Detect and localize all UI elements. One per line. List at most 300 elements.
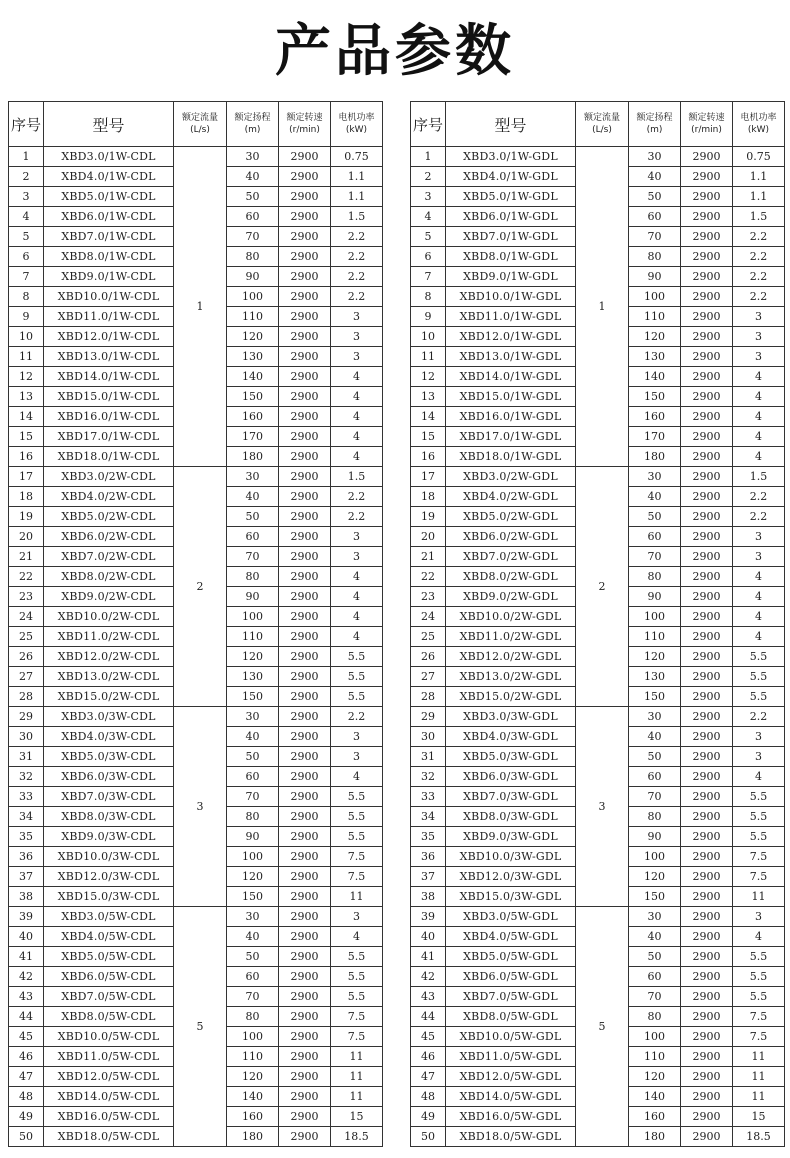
cell-power: 5.5: [733, 987, 785, 1007]
cell-seq: 36: [9, 847, 44, 867]
cell-model: XBD8.0/1W-CDL: [44, 247, 174, 267]
cell-head: 160: [629, 407, 681, 427]
cell-seq: 29: [411, 707, 446, 727]
cell-power: 2.2: [331, 247, 383, 267]
header-head-unit: (m): [646, 125, 663, 135]
cell-model: XBD7.0/5W-GDL: [446, 987, 576, 1007]
cell-power: 3: [331, 347, 383, 367]
cell-seq: 16: [9, 447, 44, 467]
cell-power: 4: [733, 427, 785, 447]
cell-seq: 24: [9, 607, 44, 627]
cell-speed: 2900: [681, 587, 733, 607]
header-head-unit: (m): [244, 125, 261, 135]
cell-head: 30: [629, 467, 681, 487]
cell-seq: 2: [411, 167, 446, 187]
cell-model: XBD11.0/1W-GDL: [446, 307, 576, 327]
cell-seq: 48: [9, 1087, 44, 1107]
cell-speed: 2900: [681, 547, 733, 567]
cell-power: 7.5: [733, 1027, 785, 1047]
cell-speed: 2900: [681, 987, 733, 1007]
cell-power: 4: [733, 607, 785, 627]
cell-speed: 2900: [279, 967, 331, 987]
table-row: [411, 907, 785, 927]
cell-speed: 2900: [279, 327, 331, 347]
cell-power: 11: [733, 1047, 785, 1067]
table-row: [9, 467, 383, 487]
cell-head: 50: [629, 507, 681, 527]
cell-model: XBD16.0/1W-GDL: [446, 407, 576, 427]
cell-head: 60: [227, 527, 279, 547]
cell-seq: 47: [411, 1067, 446, 1087]
cell-speed: 2900: [681, 287, 733, 307]
cell-model: XBD7.0/2W-GDL: [446, 547, 576, 567]
cell-model: XBD3.0/3W-GDL: [446, 707, 576, 727]
cell-model: XBD4.0/3W-CDL: [44, 727, 174, 747]
cell-power: 2.2: [331, 287, 383, 307]
cell-head: 160: [227, 1107, 279, 1127]
cell-seq: 21: [9, 547, 44, 567]
cell-power: 7.5: [733, 867, 785, 887]
cell-model: XBD14.0/1W-CDL: [44, 367, 174, 387]
cell-head: 80: [629, 1007, 681, 1027]
cell-head: 150: [629, 887, 681, 907]
cell-head: 100: [629, 607, 681, 627]
cell-speed: 2900: [279, 427, 331, 447]
table-row: [9, 147, 383, 167]
cell-seq: 22: [411, 567, 446, 587]
cell-head: 150: [629, 687, 681, 707]
cell-seq: 8: [9, 287, 44, 307]
cell-head: 50: [227, 747, 279, 767]
cell-speed: 2900: [279, 387, 331, 407]
cell-model: XBD9.0/3W-CDL: [44, 827, 174, 847]
cell-seq: 35: [9, 827, 44, 847]
header-speed: [279, 102, 331, 147]
cell-power: 11: [331, 1087, 383, 1107]
cell-model: XBD5.0/3W-CDL: [44, 747, 174, 767]
cell-model: XBD9.0/1W-GDL: [446, 267, 576, 287]
cell-model: XBD9.0/3W-GDL: [446, 827, 576, 847]
cell-head: 140: [629, 367, 681, 387]
cell-model: XBD12.0/2W-CDL: [44, 647, 174, 667]
cell-speed: 2900: [681, 667, 733, 687]
header-speed-unit: (r/min): [691, 125, 722, 135]
cell-power: 4: [733, 587, 785, 607]
cell-model: XBD3.0/5W-CDL: [44, 907, 174, 927]
cell-power: 2.2: [331, 487, 383, 507]
cell-power: 2.2: [733, 247, 785, 267]
header-flow-unit: (L/s): [190, 125, 210, 135]
cell-speed: 2900: [279, 707, 331, 727]
cell-power: 4: [733, 387, 785, 407]
cell-head: 130: [629, 667, 681, 687]
cell-model: XBD7.0/1W-CDL: [44, 227, 174, 247]
cell-model: XBD7.0/2W-CDL: [44, 547, 174, 567]
cell-power: 3: [733, 547, 785, 567]
cell-speed: 2900: [279, 407, 331, 427]
cell-speed: 2900: [279, 187, 331, 207]
cell-head: 80: [227, 807, 279, 827]
cell-head: 50: [227, 947, 279, 967]
cell-head: 130: [227, 667, 279, 687]
cell-head: 70: [227, 227, 279, 247]
cell-head: 100: [227, 1027, 279, 1047]
cell-power: 4: [733, 767, 785, 787]
spec-table-gdl: [410, 101, 785, 1147]
cell-power: 2.2: [733, 507, 785, 527]
cell-model: XBD7.0/3W-CDL: [44, 787, 174, 807]
cell-model: XBD10.0/3W-CDL: [44, 847, 174, 867]
cell-model: XBD8.0/3W-CDL: [44, 807, 174, 827]
cell-power: 15: [331, 1107, 383, 1127]
cell-power: 7.5: [733, 847, 785, 867]
cell-head: 90: [227, 267, 279, 287]
cell-head: 120: [629, 327, 681, 347]
cell-model: XBD6.0/2W-GDL: [446, 527, 576, 547]
cell-head: 70: [629, 987, 681, 1007]
cell-seq: 34: [411, 807, 446, 827]
cell-power: 2.2: [733, 707, 785, 727]
cell-seq: 27: [9, 667, 44, 687]
cell-head: 50: [629, 747, 681, 767]
cell-head: 30: [629, 147, 681, 167]
cell-head: 120: [629, 867, 681, 887]
cell-speed: 2900: [681, 167, 733, 187]
cell-model: XBD14.0/1W-GDL: [446, 367, 576, 387]
cell-speed: 2900: [681, 227, 733, 247]
cell-model: XBD4.0/3W-GDL: [446, 727, 576, 747]
cell-power: 1.5: [733, 467, 785, 487]
cell-model: XBD6.0/5W-GDL: [446, 967, 576, 987]
cell-head: 150: [227, 687, 279, 707]
cell-seq: 9: [9, 307, 44, 327]
cell-speed: 2900: [279, 267, 331, 287]
cell-model: XBD18.0/5W-CDL: [44, 1127, 174, 1147]
cell-speed: 2900: [681, 147, 733, 167]
cell-seq: 27: [411, 667, 446, 687]
cell-power: 5.5: [331, 827, 383, 847]
cell-head: 60: [227, 967, 279, 987]
cell-speed: 2900: [681, 387, 733, 407]
cell-power: 5.5: [733, 667, 785, 687]
cell-speed: 2900: [279, 287, 331, 307]
cell-seq: 49: [411, 1107, 446, 1127]
cell-head: 180: [629, 1127, 681, 1147]
cell-flow: 1: [576, 147, 629, 467]
cell-model: XBD8.0/1W-GDL: [446, 247, 576, 267]
cell-head: 30: [629, 707, 681, 727]
table-body: [9, 147, 383, 1147]
cell-head: 40: [629, 167, 681, 187]
cell-power: 4: [733, 367, 785, 387]
cell-speed: 2900: [279, 1107, 331, 1127]
cell-speed: 2900: [681, 527, 733, 547]
cell-power: 2.2: [331, 267, 383, 287]
cell-seq: 13: [411, 387, 446, 407]
cell-speed: 2900: [681, 907, 733, 927]
cell-speed: 2900: [681, 787, 733, 807]
cell-seq: 50: [9, 1127, 44, 1147]
cell-power: 4: [331, 447, 383, 467]
cell-seq: 4: [9, 207, 44, 227]
cell-seq: 29: [9, 707, 44, 727]
cell-model: XBD11.0/1W-CDL: [44, 307, 174, 327]
cell-speed: 2900: [681, 947, 733, 967]
cell-speed: 2900: [681, 847, 733, 867]
cell-seq: 19: [9, 507, 44, 527]
cell-head: 170: [629, 427, 681, 447]
cell-speed: 2900: [279, 1127, 331, 1147]
cell-speed: 2900: [279, 227, 331, 247]
cell-head: 30: [227, 467, 279, 487]
cell-flow: 3: [174, 707, 227, 907]
cell-speed: 2900: [279, 727, 331, 747]
header-power-label: 电机功率: [740, 113, 777, 123]
cell-power: 3: [331, 307, 383, 327]
cell-seq: 34: [9, 807, 44, 827]
cell-speed: 2900: [279, 567, 331, 587]
cell-power: 4: [733, 447, 785, 467]
table-row: [411, 707, 785, 727]
cell-seq: 9: [411, 307, 446, 327]
cell-power: 3: [331, 527, 383, 547]
cell-speed: 2900: [279, 827, 331, 847]
cell-seq: 32: [9, 767, 44, 787]
cell-seq: 7: [411, 267, 446, 287]
cell-seq: 10: [9, 327, 44, 347]
cell-model: XBD17.0/1W-GDL: [446, 427, 576, 447]
cell-speed: 2900: [681, 867, 733, 887]
header-power: [733, 102, 785, 147]
cell-speed: 2900: [681, 607, 733, 627]
cell-seq: 41: [9, 947, 44, 967]
cell-model: XBD4.0/1W-CDL: [44, 167, 174, 187]
cell-seq: 23: [411, 587, 446, 607]
cell-model: XBD15.0/3W-GDL: [446, 887, 576, 907]
cell-seq: 40: [411, 927, 446, 947]
cell-speed: 2900: [279, 1087, 331, 1107]
cell-speed: 2900: [279, 1047, 331, 1067]
cell-model: XBD8.0/2W-GDL: [446, 567, 576, 587]
cell-power: 4: [331, 607, 383, 627]
cell-speed: 2900: [279, 467, 331, 487]
cell-power: 1.1: [733, 187, 785, 207]
cell-speed: 2900: [681, 887, 733, 907]
cell-power: 2.2: [331, 227, 383, 247]
cell-power: 4: [331, 767, 383, 787]
cell-model: XBD3.0/1W-CDL: [44, 147, 174, 167]
page-title: 产品参数: [275, 19, 515, 84]
cell-speed: 2900: [279, 907, 331, 927]
cell-seq: 12: [9, 367, 44, 387]
cell-model: XBD4.0/1W-GDL: [446, 167, 576, 187]
cell-speed: 2900: [279, 627, 331, 647]
cell-seq: 2: [9, 167, 44, 187]
header-power-label: 电机功率: [338, 113, 375, 123]
cell-model: XBD11.0/5W-GDL: [446, 1047, 576, 1067]
cell-seq: 35: [411, 827, 446, 847]
cell-model: XBD12.0/5W-GDL: [446, 1067, 576, 1087]
cell-seq: 42: [9, 967, 44, 987]
cell-power: 2.2: [733, 487, 785, 507]
cell-head: 90: [629, 587, 681, 607]
cell-head: 120: [227, 1067, 279, 1087]
cell-speed: 2900: [681, 467, 733, 487]
cell-seq: 33: [411, 787, 446, 807]
cell-model: XBD18.0/1W-CDL: [44, 447, 174, 467]
cell-head: 50: [227, 507, 279, 527]
cell-seq: 8: [411, 287, 446, 307]
cell-seq: 14: [9, 407, 44, 427]
cell-head: 140: [629, 1087, 681, 1107]
cell-seq: 45: [411, 1027, 446, 1047]
cell-power: 11: [733, 1067, 785, 1087]
cell-seq: 17: [9, 467, 44, 487]
cell-model: XBD7.0/3W-GDL: [446, 787, 576, 807]
cell-power: 5.5: [331, 807, 383, 827]
cell-power: 7.5: [331, 1007, 383, 1027]
cell-speed: 2900: [279, 867, 331, 887]
cell-model: XBD14.0/5W-CDL: [44, 1087, 174, 1107]
cell-model: XBD8.0/5W-GDL: [446, 1007, 576, 1027]
cell-head: 100: [227, 847, 279, 867]
header-flow-label: 额定流量: [583, 113, 620, 123]
cell-speed: 2900: [681, 347, 733, 367]
cell-model: XBD5.0/1W-GDL: [446, 187, 576, 207]
cell-speed: 2900: [279, 1027, 331, 1047]
cell-speed: 2900: [681, 207, 733, 227]
cell-speed: 2900: [279, 347, 331, 367]
cell-head: 180: [629, 447, 681, 467]
cell-power: 4: [733, 567, 785, 587]
header-model: 型号: [446, 102, 576, 147]
cell-power: 15: [733, 1107, 785, 1127]
cell-speed: 2900: [681, 647, 733, 667]
cell-model: XBD11.0/5W-CDL: [44, 1047, 174, 1067]
cell-model: XBD15.0/1W-GDL: [446, 387, 576, 407]
cell-seq: 30: [9, 727, 44, 747]
cell-head: 100: [629, 287, 681, 307]
cell-head: 90: [227, 587, 279, 607]
cell-model: XBD9.0/1W-CDL: [44, 267, 174, 287]
cell-model: XBD17.0/1W-CDL: [44, 427, 174, 447]
cell-seq: 23: [9, 587, 44, 607]
cell-power: 5.5: [733, 647, 785, 667]
cell-seq: 41: [411, 947, 446, 967]
cell-model: XBD10.0/5W-GDL: [446, 1027, 576, 1047]
cell-speed: 2900: [681, 1107, 733, 1127]
header-power: [331, 102, 383, 147]
header-power-unit: (kW): [345, 125, 368, 135]
cell-model: XBD4.0/2W-GDL: [446, 487, 576, 507]
cell-head: 40: [227, 487, 279, 507]
cell-seq: 17: [411, 467, 446, 487]
cell-speed: 2900: [681, 687, 733, 707]
cell-seq: 22: [9, 567, 44, 587]
cell-seq: 5: [9, 227, 44, 247]
cell-speed: 2900: [681, 1087, 733, 1107]
cell-power: 11: [733, 1087, 785, 1107]
cell-flow: 2: [576, 467, 629, 707]
cell-head: 80: [629, 567, 681, 587]
cell-seq: 20: [9, 527, 44, 547]
cell-speed: 2900: [279, 787, 331, 807]
cell-speed: 2900: [279, 667, 331, 687]
cell-power: 2.2: [733, 287, 785, 307]
cell-head: 100: [629, 847, 681, 867]
cell-power: 3: [331, 727, 383, 747]
header-head-label: 额定扬程: [636, 113, 673, 123]
cell-seq: 5: [411, 227, 446, 247]
cell-model: XBD16.0/5W-GDL: [446, 1107, 576, 1127]
cell-speed: 2900: [279, 307, 331, 327]
cell-power: 5.5: [733, 787, 785, 807]
cell-model: XBD5.0/2W-CDL: [44, 507, 174, 527]
header-power-unit: (kW): [747, 125, 770, 135]
cell-seq: 16: [411, 447, 446, 467]
cell-power: 7.5: [331, 847, 383, 867]
cell-model: XBD11.0/2W-CDL: [44, 627, 174, 647]
cell-power: 4: [331, 407, 383, 427]
cell-model: XBD14.0/5W-GDL: [446, 1087, 576, 1107]
cell-seq: 6: [411, 247, 446, 267]
cell-power: 0.75: [733, 147, 785, 167]
cell-seq: 48: [411, 1087, 446, 1107]
cell-model: XBD3.0/5W-GDL: [446, 907, 576, 927]
cell-seq: 3: [411, 187, 446, 207]
cell-head: 30: [227, 147, 279, 167]
cell-seq: 47: [9, 1067, 44, 1087]
cell-model: XBD15.0/1W-CDL: [44, 387, 174, 407]
cell-power: 5.5: [733, 827, 785, 847]
cell-head: 150: [227, 387, 279, 407]
cell-seq: 46: [411, 1047, 446, 1067]
cell-speed: 2900: [279, 447, 331, 467]
cell-power: 5.5: [331, 787, 383, 807]
cell-power: 5.5: [331, 947, 383, 967]
cell-speed: 2900: [681, 247, 733, 267]
cell-speed: 2900: [279, 527, 331, 547]
cell-head: 40: [629, 727, 681, 747]
header-head: [227, 102, 279, 147]
cell-model: XBD6.0/5W-CDL: [44, 967, 174, 987]
cell-model: XBD9.0/2W-GDL: [446, 587, 576, 607]
cell-flow: 2: [174, 467, 227, 707]
header-flow: [174, 102, 227, 147]
cell-seq: 14: [411, 407, 446, 427]
table-body: [411, 147, 785, 1147]
cell-model: XBD8.0/5W-CDL: [44, 1007, 174, 1027]
cell-seq: 12: [411, 367, 446, 387]
cell-model: XBD8.0/3W-GDL: [446, 807, 576, 827]
cell-seq: 45: [9, 1027, 44, 1047]
cell-seq: 46: [9, 1047, 44, 1067]
cell-power: 4: [331, 627, 383, 647]
cell-power: 3: [733, 747, 785, 767]
cell-seq: 39: [9, 907, 44, 927]
cell-head: 120: [227, 867, 279, 887]
header-head-label: 额定扬程: [234, 113, 271, 123]
cell-speed: 2900: [681, 627, 733, 647]
cell-speed: 2900: [681, 1027, 733, 1047]
cell-model: XBD16.0/1W-CDL: [44, 407, 174, 427]
cell-speed: 2900: [681, 447, 733, 467]
cell-seq: 32: [411, 767, 446, 787]
cell-head: 40: [227, 727, 279, 747]
spec-table-cdl: [8, 101, 383, 1147]
cell-seq: 37: [9, 867, 44, 887]
cell-seq: 44: [411, 1007, 446, 1027]
